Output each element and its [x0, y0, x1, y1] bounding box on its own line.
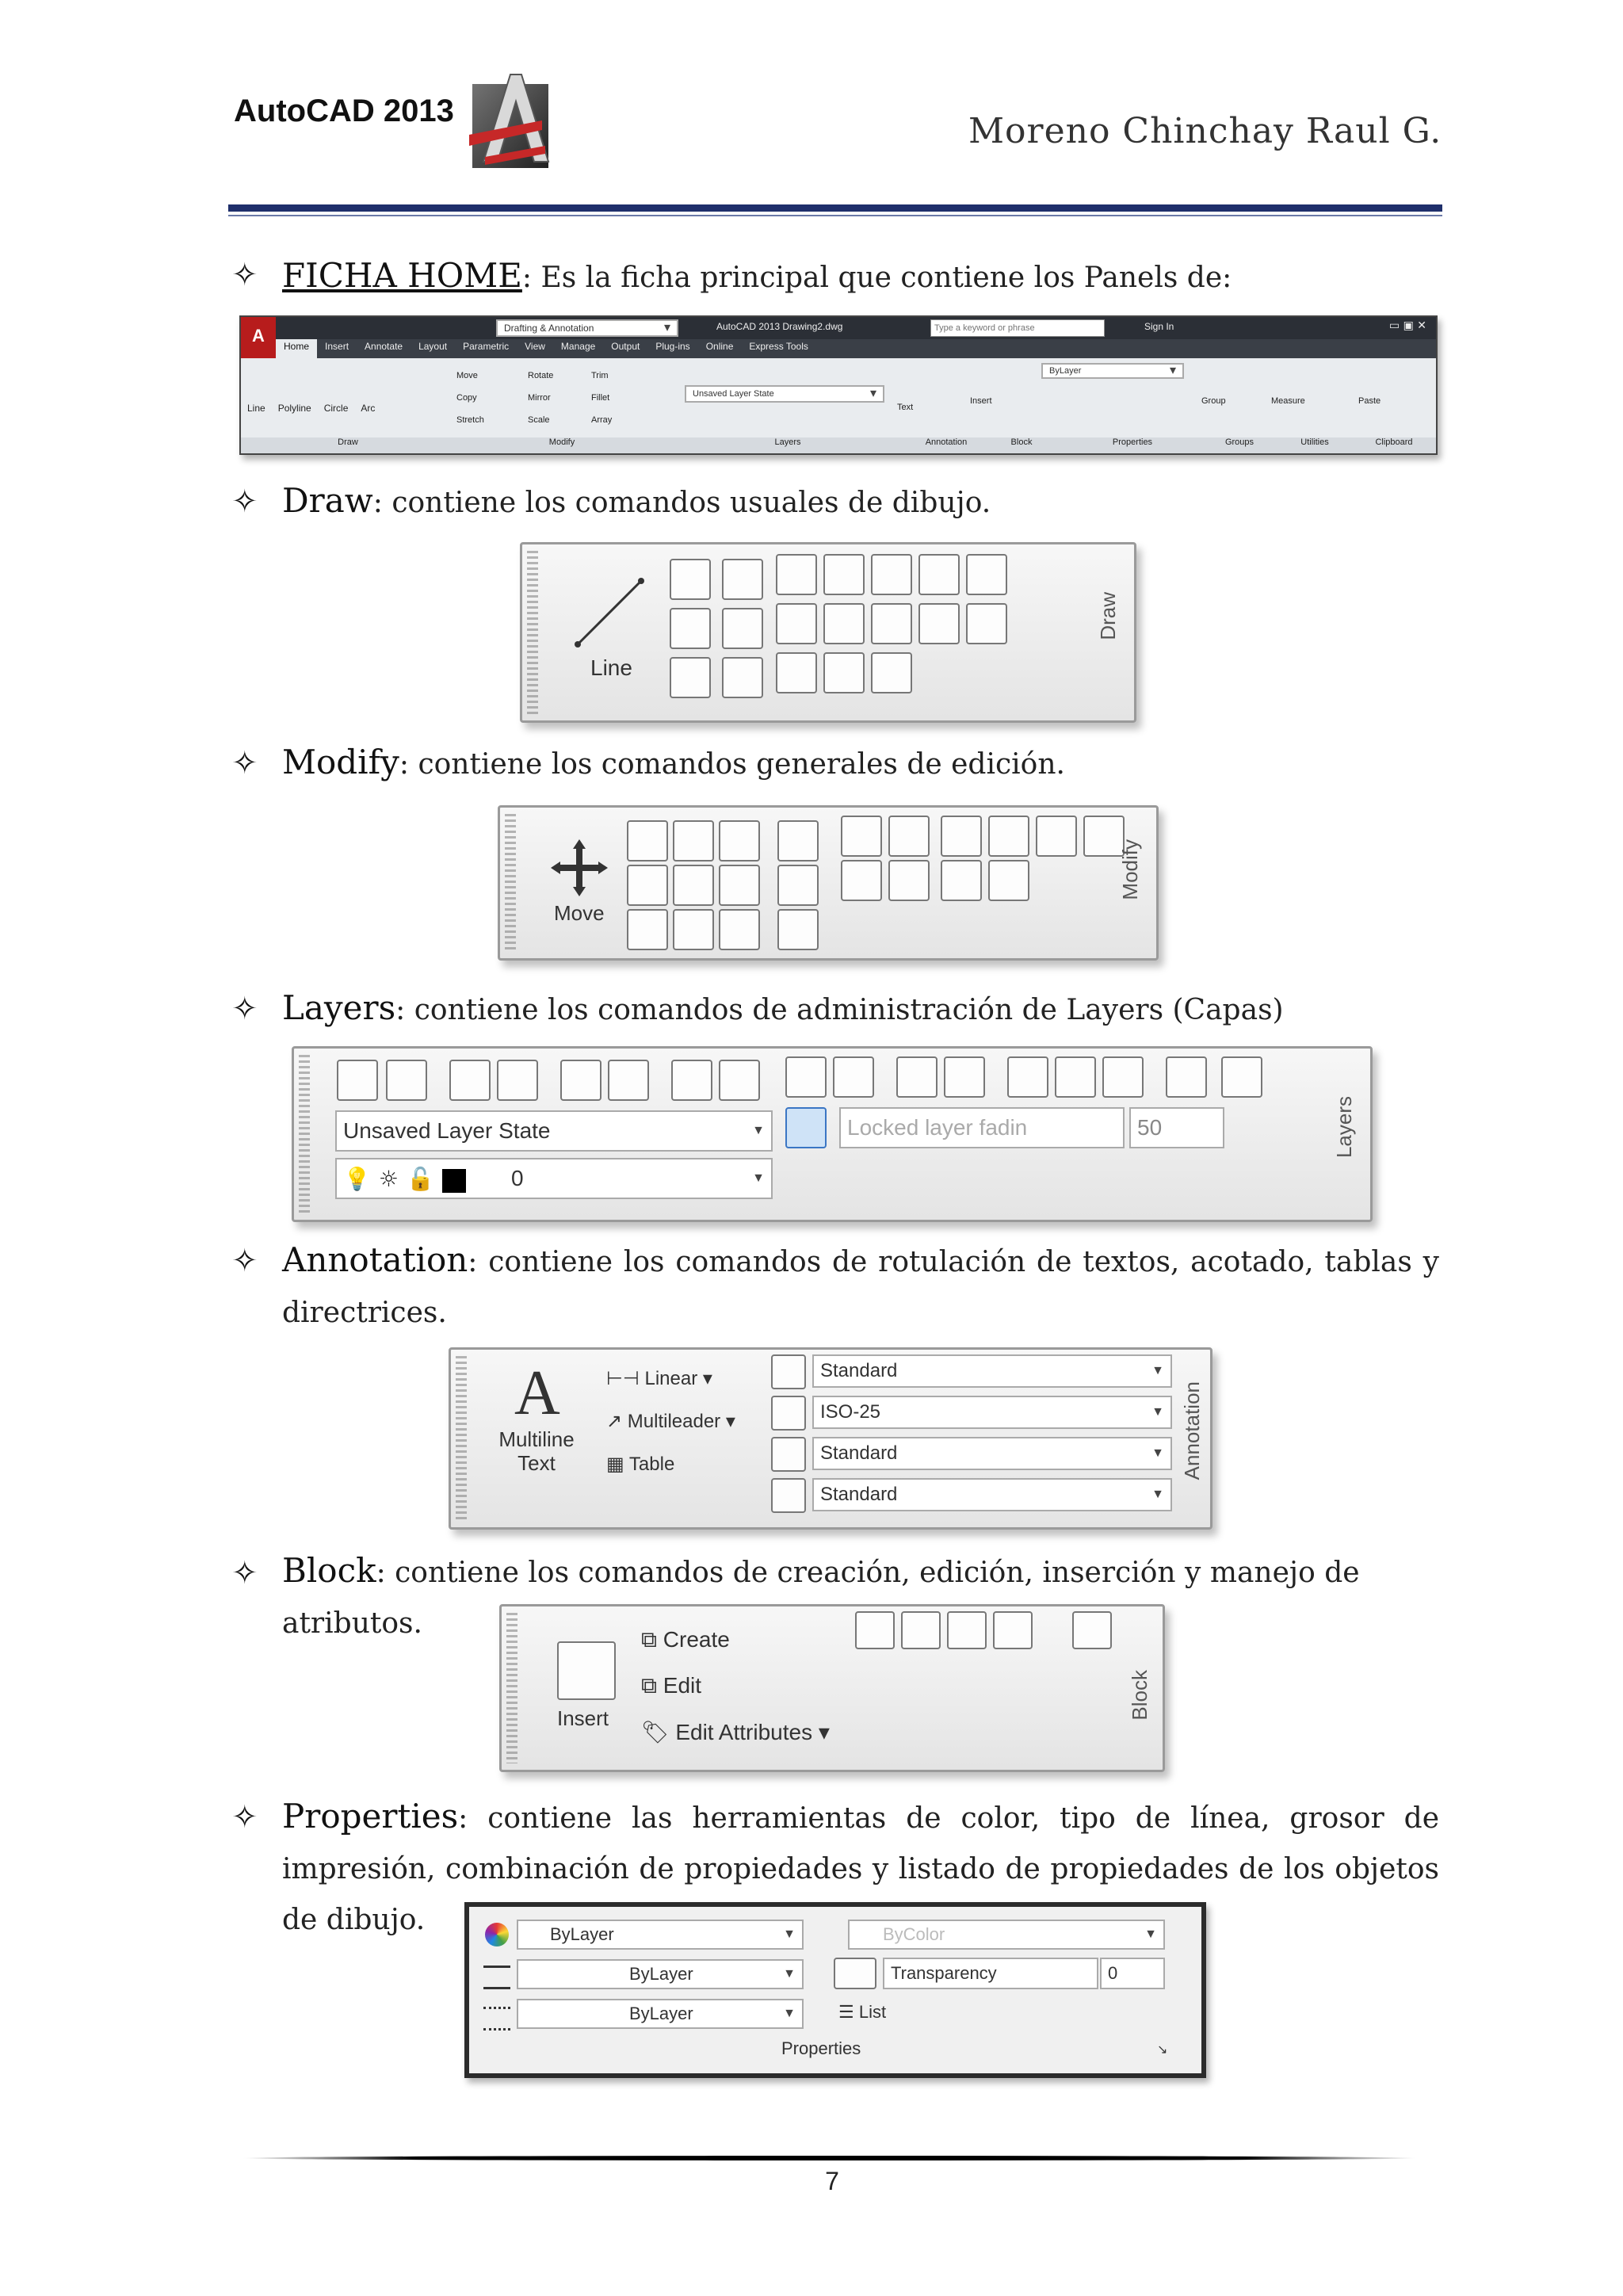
rotate-icon[interactable] — [673, 820, 714, 861]
text-tool[interactable]: Text — [897, 403, 914, 412]
polyline-icon[interactable] — [670, 559, 711, 600]
panel-title: Modify — [1118, 839, 1142, 900]
create-block-icon: ⧉ — [641, 1627, 663, 1652]
layer-state-icon[interactable] — [386, 1060, 427, 1101]
set-base-point-icon[interactable] — [1072, 1611, 1112, 1649]
section-modify — [282, 737, 1439, 790]
spline-icon[interactable] — [722, 559, 763, 600]
panel-titles-bar — [241, 437, 1436, 453]
array-tool[interactable]: Array — [591, 415, 613, 425]
application-menu-button[interactable]: A — [241, 317, 276, 358]
group-tool[interactable]: Group — [1201, 396, 1226, 406]
manage-attributes-icon[interactable] — [901, 1611, 941, 1649]
move-icon[interactable] — [548, 836, 611, 900]
bullet-icon: ✧ — [231, 745, 258, 781]
section-text: : contiene los comandos usuales de dibujo. — [372, 487, 991, 519]
panel-grip[interactable] — [506, 1613, 517, 1763]
copy-objects-to-new-layer-icon[interactable] — [1055, 1056, 1096, 1098]
bullet-icon: ✧ — [231, 1799, 258, 1836]
panel-grip[interactable] — [505, 814, 516, 952]
draw-tools-row — [247, 403, 461, 414]
layer-properties-icon[interactable] — [337, 1060, 378, 1101]
measure-tool[interactable]: Measure — [1271, 396, 1305, 406]
panel-grip[interactable] — [456, 1356, 467, 1521]
insert-label[interactable]: Insert — [557, 1706, 609, 1730]
page-number: 7 — [825, 2167, 839, 2195]
search-input[interactable] — [930, 319, 1105, 337]
panel-title: Draw — [1096, 592, 1120, 640]
lineweight-select[interactable]: ByLayer ▼ — [517, 1959, 804, 1989]
section-text: : contiene los comandos de administración de Layers (Capas) — [395, 994, 1284, 1026]
insert-tool[interactable]: Insert — [970, 396, 992, 406]
bullet-icon: ✧ — [231, 483, 258, 520]
transparency-icon[interactable] — [834, 1958, 876, 1989]
layer-walk-list-icon[interactable] — [1102, 1056, 1144, 1098]
autocad-logo — [466, 73, 552, 171]
polygon-icon[interactable] — [823, 554, 865, 595]
list-button[interactable]: ☰ List — [838, 2002, 887, 2022]
panel-title-block[interactable]: Block — [1010, 437, 1033, 447]
linetype-icon — [483, 2007, 510, 2030]
panel-title-layers[interactable]: Layers — [774, 437, 801, 447]
plot-style-select: ByColor ▼ — [848, 1920, 1165, 1950]
donut-icon[interactable] — [871, 652, 912, 693]
section-term: Layers — [282, 988, 396, 1027]
tab-plug-ins[interactable]: Plug-ins — [655, 341, 690, 352]
ellipse-icon[interactable] — [670, 657, 711, 698]
layer-previous-icon[interactable] — [497, 1060, 538, 1101]
dialog-launcher-icon[interactable]: ↘ — [1157, 2043, 1168, 2057]
stretch-icon[interactable] — [719, 820, 760, 861]
tab-manage[interactable]: Manage — [560, 341, 596, 352]
define-attributes-icon[interactable] — [855, 1611, 895, 1649]
multileader-style-select[interactable]: Standard ▼ — [812, 1437, 1172, 1470]
paste-tool[interactable]: Paste — [1358, 396, 1381, 406]
section-text: : contiene los comandos generales de edición. — [399, 748, 1065, 781]
text-style-select[interactable]: Standard ▼ — [812, 1354, 1172, 1388]
layer-off-icon[interactable] — [719, 1060, 760, 1101]
panel-title: Layers — [1332, 1096, 1356, 1159]
trim-icon[interactable] — [777, 865, 819, 906]
current-layer-select[interactable]: 0 ▼ — [335, 1158, 773, 1199]
circle-icon[interactable] — [670, 608, 711, 649]
layer-unisolate-icon[interactable] — [608, 1060, 649, 1101]
panel-title: Block — [1128, 1670, 1151, 1721]
section-term: Properties — [282, 1797, 459, 1836]
line-tool[interactable]: Line — [247, 403, 265, 414]
lineweight-icon — [483, 1966, 510, 1989]
panel-title-modify[interactable]: Modify — [548, 437, 575, 447]
locked-layer-fading-slider[interactable]: Locked layer fadin — [839, 1107, 1125, 1148]
multiline-text-label-line2[interactable]: Text — [517, 1451, 556, 1475]
layer-freeze-icon[interactable] — [671, 1060, 712, 1101]
region-icon[interactable] — [871, 603, 912, 644]
layer-walk-icon[interactable] — [785, 1056, 827, 1098]
section-term: Modify — [282, 743, 399, 781]
section-draw — [282, 476, 1439, 529]
panel-title-clipboard[interactable]: Clipboard — [1375, 437, 1413, 447]
tab-online[interactable]: Online — [705, 341, 734, 352]
rectangle-icon[interactable] — [722, 608, 763, 649]
edit-spline-icon[interactable] — [1036, 816, 1077, 857]
revision-cloud-icon[interactable] — [918, 603, 960, 644]
panel-title-utilities[interactable]: Utilities — [1300, 437, 1329, 447]
transparency-field[interactable]: Transparency — [883, 1958, 1098, 1989]
color-wheel-icon — [485, 1923, 509, 1946]
layer-status-icons — [343, 1166, 466, 1193]
mirror-icon[interactable] — [719, 865, 760, 906]
locked-layer-fading-value[interactable]: 50 — [1129, 1107, 1224, 1148]
section-term: Block — [282, 1551, 376, 1590]
layer-delete-icon[interactable] — [1221, 1056, 1262, 1098]
gradient-icon[interactable] — [776, 603, 817, 644]
table-button[interactable]: ▦ Table — [606, 1454, 675, 1475]
circle-tool[interactable]: Circle — [323, 403, 349, 414]
layer-match-icon[interactable] — [449, 1060, 491, 1101]
footer-rule — [242, 2156, 1417, 2160]
multiline-text-icon[interactable]: A — [514, 1358, 560, 1428]
layers-panel — [292, 1046, 1373, 1222]
block-panel — [499, 1604, 1165, 1772]
tab-insert[interactable]: Insert — [325, 341, 349, 352]
polyline-tool[interactable]: Polyline — [277, 403, 311, 414]
panel-title: Annotation — [1180, 1381, 1204, 1480]
tab-annotate[interactable]: Annotate — [365, 341, 403, 352]
offset-icon[interactable] — [673, 865, 714, 906]
section-home — [282, 250, 1439, 304]
edit-polyline-icon[interactable] — [988, 816, 1029, 857]
multileader-icon: ↗ — [606, 1411, 628, 1432]
modify-tools-col2 — [528, 365, 591, 431]
rotate-tool[interactable]: Rotate — [528, 371, 554, 380]
section-layers — [282, 983, 1439, 1036]
ribbon-tabs — [276, 339, 1436, 358]
reverse-icon[interactable] — [988, 860, 1029, 901]
window-title: AutoCAD 2013 Drawing2.dwg — [716, 321, 843, 332]
scale-icon[interactable] — [627, 865, 668, 906]
copy-icon[interactable] — [627, 820, 668, 861]
rectangular-array-icon[interactable] — [719, 909, 760, 950]
locked-layer-fading-icon[interactable] — [785, 1107, 827, 1148]
panel-title-properties[interactable]: Properties — [1112, 437, 1153, 447]
attribute-display-icon[interactable] — [993, 1611, 1033, 1649]
xline-icon[interactable] — [871, 554, 912, 595]
table-style-select[interactable]: Standard ▼ — [812, 1478, 1172, 1511]
ribbon-screenshot — [239, 315, 1438, 455]
section-text: : contiene los comandos de creación, edición, inserción y manejo de atributos. — [282, 1557, 1360, 1640]
scale-tool[interactable]: Scale — [528, 415, 550, 425]
arc-tool[interactable]: Arc — [361, 403, 376, 414]
mirror-tool[interactable]: Mirror — [528, 393, 551, 403]
edit-block-icon: ⧉ — [641, 1673, 663, 1698]
ribbon-color-select[interactable]: ByLayer ▾ — [1041, 363, 1184, 379]
bullet-icon: ✧ — [231, 1555, 258, 1591]
layer-lock-icon[interactable] — [896, 1056, 938, 1098]
layer-state-select[interactable]: Unsaved Layer State ▼ — [335, 1110, 773, 1152]
synchronize-attributes-icon[interactable] — [947, 1611, 987, 1649]
explode-icon[interactable] — [673, 909, 714, 950]
multileader-button[interactable]: ↗ Multileader ▾ — [606, 1411, 735, 1432]
modify-tools-col3 — [591, 365, 647, 431]
change-to-current-layer-icon[interactable] — [1007, 1056, 1048, 1098]
line-icon[interactable] — [570, 573, 649, 652]
tab-layout[interactable]: Layout — [418, 341, 448, 352]
section-term: Draw — [282, 481, 373, 520]
linear-dimension-icon: ⊢⊣ — [606, 1368, 645, 1389]
layer-on-icon[interactable] — [833, 1056, 874, 1098]
join-icon[interactable] — [941, 860, 982, 901]
header-rule — [228, 204, 1442, 212]
dimension-style-select[interactable]: ISO-25 ▼ — [812, 1396, 1172, 1429]
stretch-tool[interactable]: Stretch — [456, 415, 484, 425]
table-style-icon — [771, 1478, 806, 1513]
panel-grip[interactable] — [527, 551, 538, 714]
header-rule-thin — [228, 215, 1442, 216]
modify-tools-col1 — [456, 365, 528, 431]
lightbulb-icon[interactable]: 💡 — [343, 1166, 371, 1192]
array-icon[interactable] — [777, 820, 819, 861]
bullet-icon: ✧ — [231, 1243, 258, 1279]
layer-color-swatch[interactable] — [442, 1169, 466, 1193]
layer-unlock-icon[interactable] — [944, 1056, 985, 1098]
fillet-icon[interactable] — [777, 909, 819, 950]
erase-icon[interactable] — [627, 909, 668, 950]
tab-parametric[interactable]: Parametric — [463, 341, 510, 352]
dimension-style-icon — [771, 1396, 806, 1431]
draw-panel — [520, 542, 1136, 723]
panel-title: Properties — [781, 2038, 861, 2058]
tab-output[interactable]: Output — [611, 341, 640, 352]
panel-title-annotation[interactable]: Annotation — [925, 437, 968, 447]
section-text: : Es la ficha principal que contiene los Panels de: — [521, 262, 1232, 294]
object-color-select[interactable]: ByLayer ▼ — [517, 1920, 804, 1950]
section-text: : contiene las herramientas de color, tipo de línea, grosor de impresión, combinación de propiedades y listado de propiedades de los objetos de dibujo. — [282, 1802, 1439, 1936]
properties-panel — [464, 1902, 1206, 2078]
bullet-icon: ✧ — [231, 257, 258, 293]
window-controls[interactable]: ▭ ▣ ✕ — [1388, 319, 1426, 332]
section-annotation — [282, 1235, 1439, 1339]
multileader-style-icon — [771, 1437, 806, 1472]
lengthen-icon[interactable] — [941, 816, 982, 857]
transparency-value[interactable]: 0 — [1100, 1958, 1165, 1989]
layer-merge-icon[interactable] — [1166, 1056, 1207, 1098]
draworder-icon[interactable] — [841, 816, 882, 857]
sun-icon[interactable]: ☼ — [378, 1166, 399, 1192]
create-block-button[interactable]: ⧉ Create — [641, 1627, 730, 1652]
edit-block-button[interactable]: ⧉ Edit — [641, 1673, 702, 1698]
point-icon[interactable] — [966, 554, 1007, 595]
break-icon[interactable] — [841, 860, 882, 901]
edit-attributes-icon: 🏷 — [641, 1720, 676, 1744]
move-tool[interactable]: Move — [456, 371, 478, 380]
list-icon: ☰ — [838, 2002, 859, 2022]
ribbon-layer-state-select[interactable]: Unsaved Layer State ▾ — [685, 385, 884, 403]
section-term: Annotation — [282, 1240, 468, 1279]
wipeout-icon[interactable] — [966, 603, 1007, 644]
text-style-icon — [771, 1354, 806, 1389]
copy-tool[interactable]: Copy — [456, 393, 477, 403]
spline-fit-icon[interactable] — [776, 554, 817, 595]
section-text: : contiene los comandos de rotulación de textos, acotado, tablas y directrices. — [282, 1246, 1439, 1329]
move-label[interactable]: Move — [554, 901, 605, 925]
title-bar — [241, 317, 1436, 346]
panel-title-groups[interactable]: Groups — [1224, 437, 1254, 447]
tab-home[interactable]: Home — [276, 339, 317, 358]
helix-icon[interactable] — [776, 652, 817, 693]
bullet-icon: ✧ — [231, 991, 258, 1027]
workspace-select[interactable]: Drafting & Annotation ▾ — [496, 319, 678, 337]
bring-to-front-icon[interactable] — [888, 816, 930, 857]
table-icon: ▦ — [606, 1454, 629, 1475]
hatch-icon[interactable] — [722, 657, 763, 698]
tab-express-tools[interactable]: Express Tools — [749, 341, 808, 352]
insert-block-icon[interactable] — [557, 1641, 616, 1700]
sign-in-button[interactable]: Sign In — [1144, 321, 1174, 332]
annotation-panel — [449, 1347, 1212, 1530]
tab-view[interactable]: View — [525, 341, 545, 352]
multiline-text-label-line1[interactable]: Multiline — [498, 1427, 575, 1451]
edit-attributes-button[interactable]: 🏷 Edit Attributes ▾ — [641, 1720, 830, 1744]
3d-polyline-icon[interactable] — [823, 652, 865, 693]
fillet-tool[interactable]: Fillet — [591, 393, 610, 403]
document-author: Moreno Chinchay Raul G. — [968, 111, 1442, 151]
unlock-icon[interactable]: 🔓 — [406, 1166, 434, 1192]
trim-tool[interactable]: Trim — [591, 371, 609, 380]
linear-dimension-button[interactable]: ⊢⊣ Linear ▾ — [606, 1368, 712, 1389]
document-header-title: AutoCAD 2013 — [234, 94, 454, 128]
line-label[interactable]: Line — [590, 655, 632, 680]
ray-icon[interactable] — [918, 554, 960, 595]
linetype-select[interactable]: ByLayer ▼ — [517, 1999, 804, 2029]
modify-panel — [498, 805, 1159, 961]
panel-title-draw[interactable]: Draw — [338, 437, 358, 447]
boundary-icon[interactable] — [823, 603, 865, 644]
layer-isolate-icon[interactable] — [560, 1060, 601, 1101]
section-term: FICHA HOME — [282, 256, 522, 295]
panel-grip[interactable] — [299, 1055, 310, 1213]
break-at-point-icon[interactable] — [888, 860, 930, 901]
